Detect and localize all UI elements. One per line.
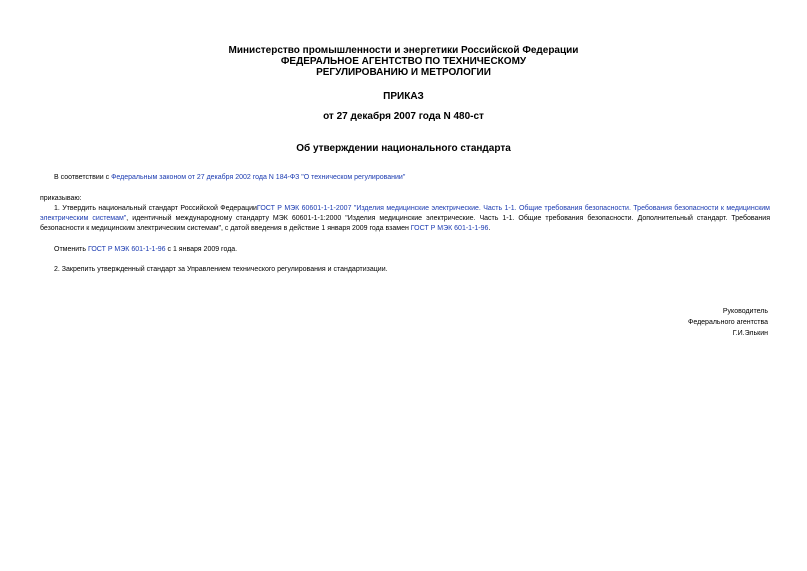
ministry-name: Министерство промышленности и энергетики Российской Федерации [228, 45, 579, 56]
item1-suffix: . [488, 225, 491, 232]
item1-prefix: 1. Утвердить национальный стандарт Российской Федерации [54, 205, 257, 212]
federal-law-link[interactable]: Федеральным законом от 27 декабря 2002 года N 184-ФЗ "О техническом регулировании" [111, 174, 406, 181]
basis-paragraph [40, 173, 770, 183]
cancel-suffix: с 1 января 2009 года. [165, 246, 238, 253]
order-date-number: от 27 декабря 2007 года N 480-ст [323, 111, 484, 122]
replaced-standard-link[interactable]: ГОСТ Р МЭК 601-1-1-96 [410, 225, 489, 232]
decree-word: приказываю: [40, 195, 82, 202]
signature-block [688, 306, 768, 339]
order-type: ПРИКАЗ [383, 91, 424, 102]
signature-organization: Федерального агентства [688, 319, 768, 326]
item1-paragraph [40, 204, 770, 234]
cancel-prefix: Отменить [54, 246, 88, 253]
agency-name-line2: РЕГУЛИРОВАНИЮ И МЕТРОЛОГИИ [316, 67, 491, 78]
signature-position: Руководитель [722, 308, 768, 315]
cancelled-standard-link[interactable]: ГОСТ Р МЭК 601-1-1-96 [87, 246, 166, 253]
item2-paragraph: 2. Закрепить утвержденный стандарт за Управлением технического регулирования и стандартизации. [54, 266, 388, 273]
agency-name-line1: ФЕДЕРАЛЬНОЕ АГЕНТСТВО ПО ТЕХНИЧЕСКОМУ [280, 56, 527, 67]
basis-prefix: В соответствии с [54, 174, 112, 181]
order-subject: Об утверждении национального стандарта [296, 143, 511, 154]
cancel-paragraph [40, 245, 770, 255]
item1-middle: , идентичный международному стандарту МЭК 60601-1-1:2000 "Изделия медицинские электрические. Часть 1-1. Общие требования безопасности. Дополнительный стандарт. Требования безопасности к медицинским электрическим системам", с датой введения в действие 1 января 2009 года взамен [40, 215, 770, 232]
signature-name: Г.И.Элькин [732, 330, 768, 337]
document-header [0, 45, 807, 78]
new-standard-link[interactable]: ГОСТ Р МЭК 60601-1-1-2007 "Изделия медицинские электрические. Часть 1-1. Общие требования безопасности. Требования безопасности к медицинским электрическим системам" [40, 205, 770, 222]
